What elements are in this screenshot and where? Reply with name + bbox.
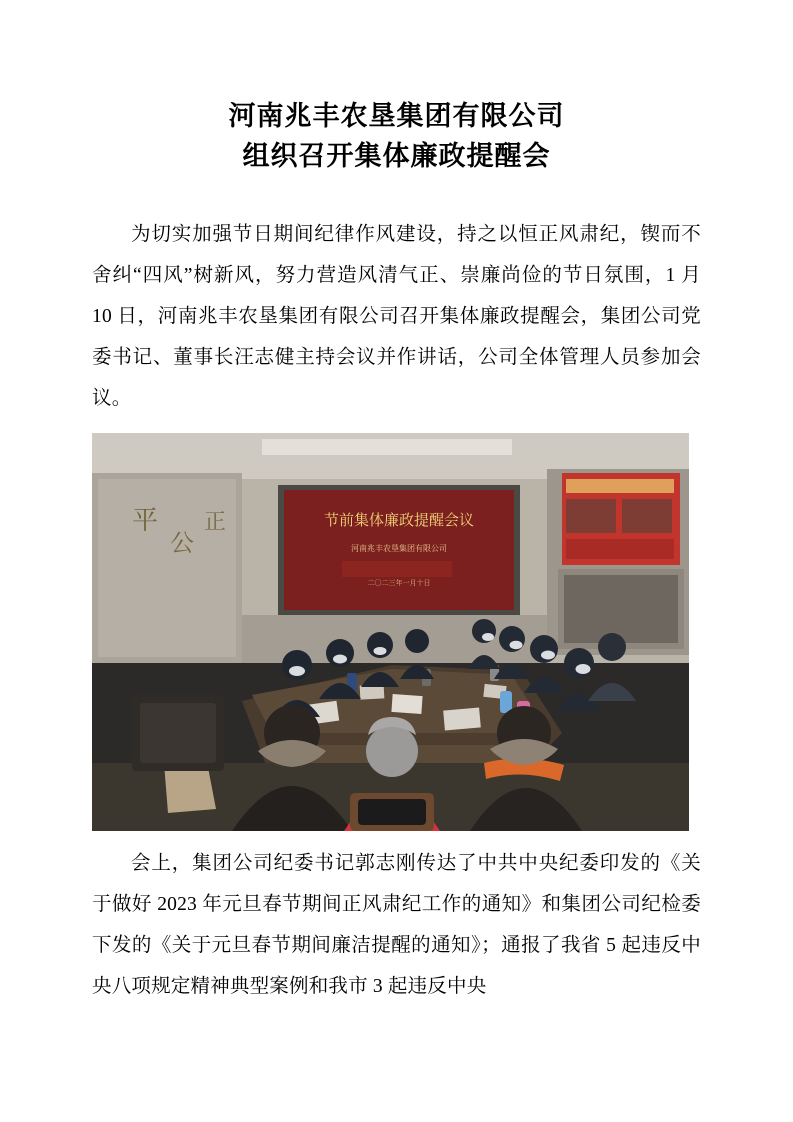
svg-text:公: 公 [170,529,194,557]
paragraph-1: 为切实加强节日期间纪律作风建设，持之以恒正风肃纪，锲而不舍纠“四风”树新风，努力营造风清气正、崇廉尚俭的节日氛围，1 月 10 日，河南兆丰农垦集团有限公司召开集体廉政提醒会，集团公司党委书记、董事长汪志健主持会议并作讲话，公司全体管理人员参加会议。 [92,224,701,409]
title-spacer [92,180,701,214]
svg-text:平: 平 [132,506,159,536]
meeting-photo [92,433,689,831]
svg-text:河南兆丰农垦集团有限公司: 河南兆丰农垦集团有限公司 [351,544,447,553]
page-title [92,96,701,176]
svg-text:二〇二三年一月十日: 二〇二三年一月十日 [367,579,431,587]
page-title-line-2: 组织召开集体廉政提醒会 [242,141,551,171]
page-title-line-1: 河南兆丰农垦集团有限公司 [228,101,565,131]
paragraph-2: 会上，集团公司纪委书记郭志刚传达了中共中央纪委印发的《关于做好 2023 年元旦春节期间正风肃纪工作的通知》和集团公司纪检委下发的《关于元旦春节期间廉洁提醒的通知》；通报了我省 5 起违反中央八项规定精神典型案例和我市 3 起违反中央 [92,853,701,997]
svg-text:节前集体廉政提醒会议: 节前集体廉政提醒会议 [323,511,475,529]
svg-text:正: 正 [204,510,227,535]
